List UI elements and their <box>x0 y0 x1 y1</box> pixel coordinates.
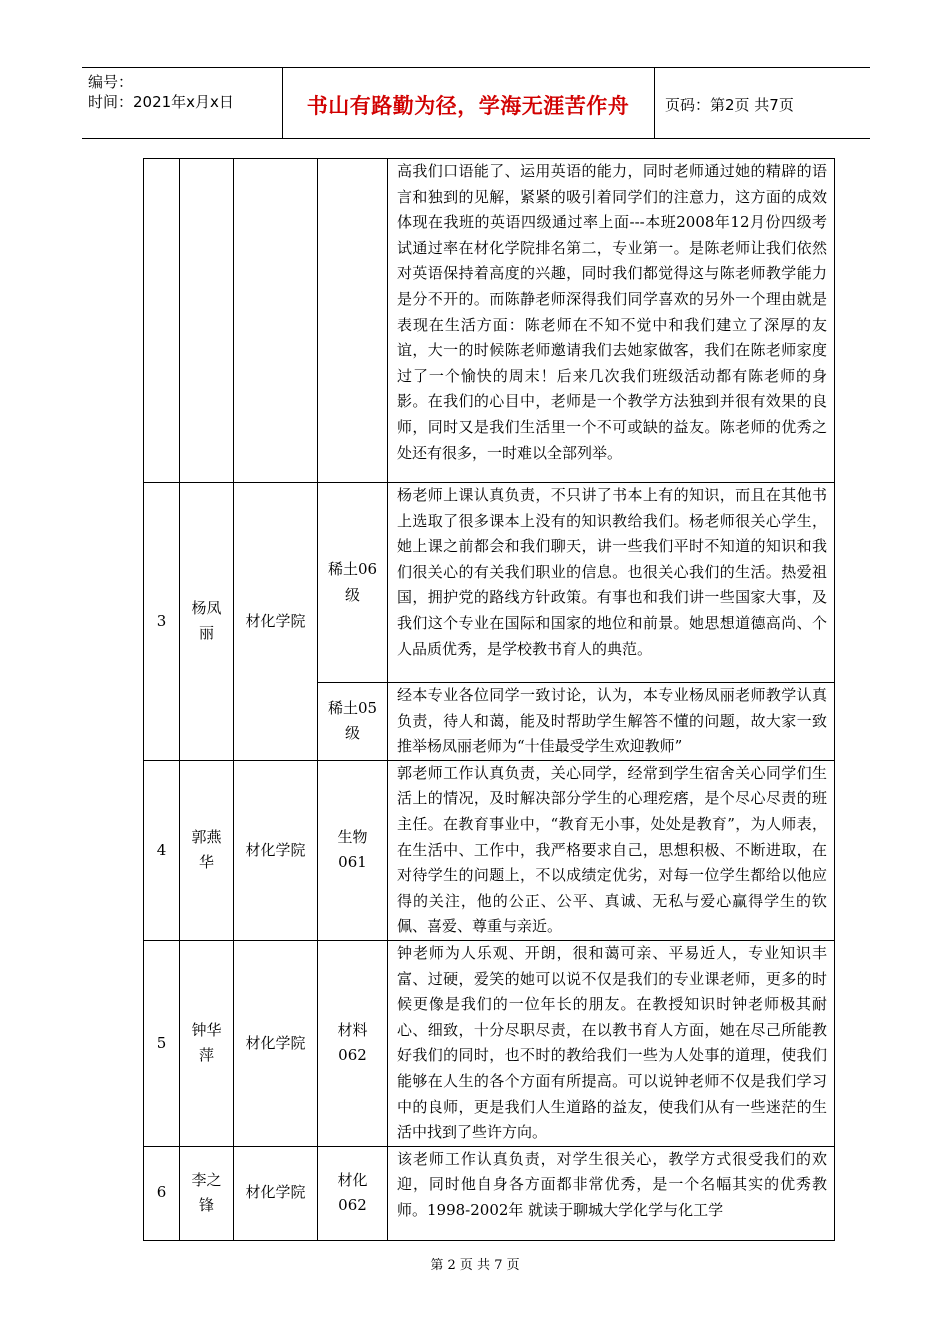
row-number-cell: 6 <box>144 1146 180 1240</box>
page-footer: 第 2 页 共 7 页 <box>430 1258 520 1273</box>
class-name: 材料062 <box>337 1020 368 1065</box>
college-cell: 材化学院 <box>234 1146 318 1240</box>
class-cell <box>318 159 388 483</box>
teacher-nomination-table <box>143 158 835 1241</box>
class-name: 稀土05级 <box>327 698 378 743</box>
table-row <box>144 760 835 940</box>
table-row <box>144 159 835 483</box>
teacher-name: 郭燕华 <box>191 827 222 872</box>
class-name: 材化062 <box>337 1170 368 1215</box>
code-label: 编号： <box>88 73 134 91</box>
teacher-name: 李之锋 <box>191 1170 222 1215</box>
time-label: 时间：2021年x月x日 <box>88 93 234 111</box>
row-number-cell: 3 <box>144 483 180 761</box>
row-number-cell: 5 <box>144 940 180 1146</box>
comment-cell: 该老师工作认真负责，对学生很关心，教学方式很受我们的欢迎，同时他自身各方面都非常优秀，是一个名幅其实的优秀教师。1998-2002年 就读于聊城大学化学与化工学 <box>388 1146 835 1240</box>
class-cell <box>318 683 388 761</box>
header-meta <box>88 72 234 112</box>
row-number-cell <box>144 159 180 483</box>
class-cell <box>318 760 388 940</box>
header-divider <box>654 68 655 138</box>
class-name: 生物061 <box>337 827 368 872</box>
table-row <box>144 483 835 683</box>
college-cell <box>234 159 318 483</box>
comment-cell: 杨老师上课认真负责，不只讲了书本上有的知识，而且在其他书上选取了很多课本上没有的知识教给我们。杨老师很关心学生，她上课之前都会和我们聊天，讲一些我们平时不知道的知识和我们很关心的有关我们职业的信息。也很关心我们的生活。热爱祖国，拥护党的路线方针政策。有事也和我们讲一些国家大事，及我们这个专业在国际和国家的地位和前景。她思想道德高尚、个人品质优秀，是学校教书育人的典范。 <box>388 483 835 683</box>
comment-cell: 钟老师为人乐观、开朗，很和蔼可亲、平易近人，专业知识丰富、过硬，爱笑的她可以说不仅是我们的专业课老师，更多的时候更像是我们的一位年长的朋友。在教授知识时钟老师极其耐心、细致，十分尽职尽责，在以教书育人方面，她在尽己所能教好我们的同时，也不时的教给我们一些为人处事的道理，使我们能够在人生的各个方面有所提高。可以说钟老师不仅是我们学习中的良师，更是我们人生道路的益友，使我们从有一些迷茫的生活中找到了些许方向。 <box>388 940 835 1146</box>
class-cell <box>318 483 388 683</box>
comment-cell: 高我们口语能了、运用英语的能力，同时老师通过她的精辟的语言和独到的见解，紧紧的吸引着同学们的注意力，这方面的成效体现在我班的英语四级通过率上面---本班2008年12月份四级考试通过率在材化学院排名第二，专业第一。是陈老师让我们依然对英语保持着高度的兴趣，同时我们都觉得这与陈老师教学能力是分不开的。而陈静老师深得我们同学喜欢的另外一个理由就是表现在生活方面：陈老师在不知不觉中和我们建立了深厚的友谊，大一的时候陈老师邀请我们去她家做客，我们在陈老师家度过了一个愉快的周末！后来几次我们班级活动都有陈老师的身影。在我们的心目中，老师是一个教学方法独到并很有效果的良师，同时又是我们生活里一个不可或缺的益友。陈老师的优秀之处还有很多，一时难以全部列举。 <box>388 159 835 483</box>
table-row <box>144 940 835 1146</box>
class-name: 稀土06级 <box>327 559 378 604</box>
teacher-name-cell <box>180 940 234 1146</box>
college-cell: 材化学院 <box>234 483 318 761</box>
teacher-name-cell <box>180 159 234 483</box>
comment-cell: 郭老师工作认真负责，关心同学，经常到学生宿舍关心同学们生活上的情况，及时解决部分学生的心理疙瘩，是个尽心尽责的班主任。在教育事业中，“教育无小事，处处是教育”，为人师表，在生活中、工作中，我严格要求自己，思想积极、不断进取，在对待学生的问题上，不以成绩定优劣，对每一位学生都给以他应得的关注，他的公正、公平、真诚、无私与爱心赢得学生的钦佩、喜爱、尊重与亲近。 <box>388 760 835 940</box>
row-number-cell: 4 <box>144 760 180 940</box>
class-cell <box>318 1146 388 1240</box>
table-row <box>144 1146 835 1240</box>
header-page-number: 页码：第2页 共7页 <box>665 96 794 114</box>
class-cell <box>318 940 388 1146</box>
teacher-name-cell <box>180 483 234 761</box>
college-cell: 材化学院 <box>234 940 318 1146</box>
teacher-name: 钟华萍 <box>191 1020 222 1065</box>
college-cell: 材化学院 <box>234 760 318 940</box>
teacher-name: 杨凤丽 <box>191 598 222 643</box>
teacher-name-cell <box>180 1146 234 1240</box>
teacher-name-cell <box>180 760 234 940</box>
page-header <box>82 67 870 139</box>
comment-cell: 经本专业各位同学一致讨论，认为，本专业杨凤丽老师教学认真负责，待人和蔼，能及时帮助学生解答不懂的问题，故大家一致推举杨凤丽老师为“十佳最受学生欢迎教师” <box>388 683 835 761</box>
header-motto: 书山有路勤为径，学海无涯苦作舟 <box>306 94 630 118</box>
